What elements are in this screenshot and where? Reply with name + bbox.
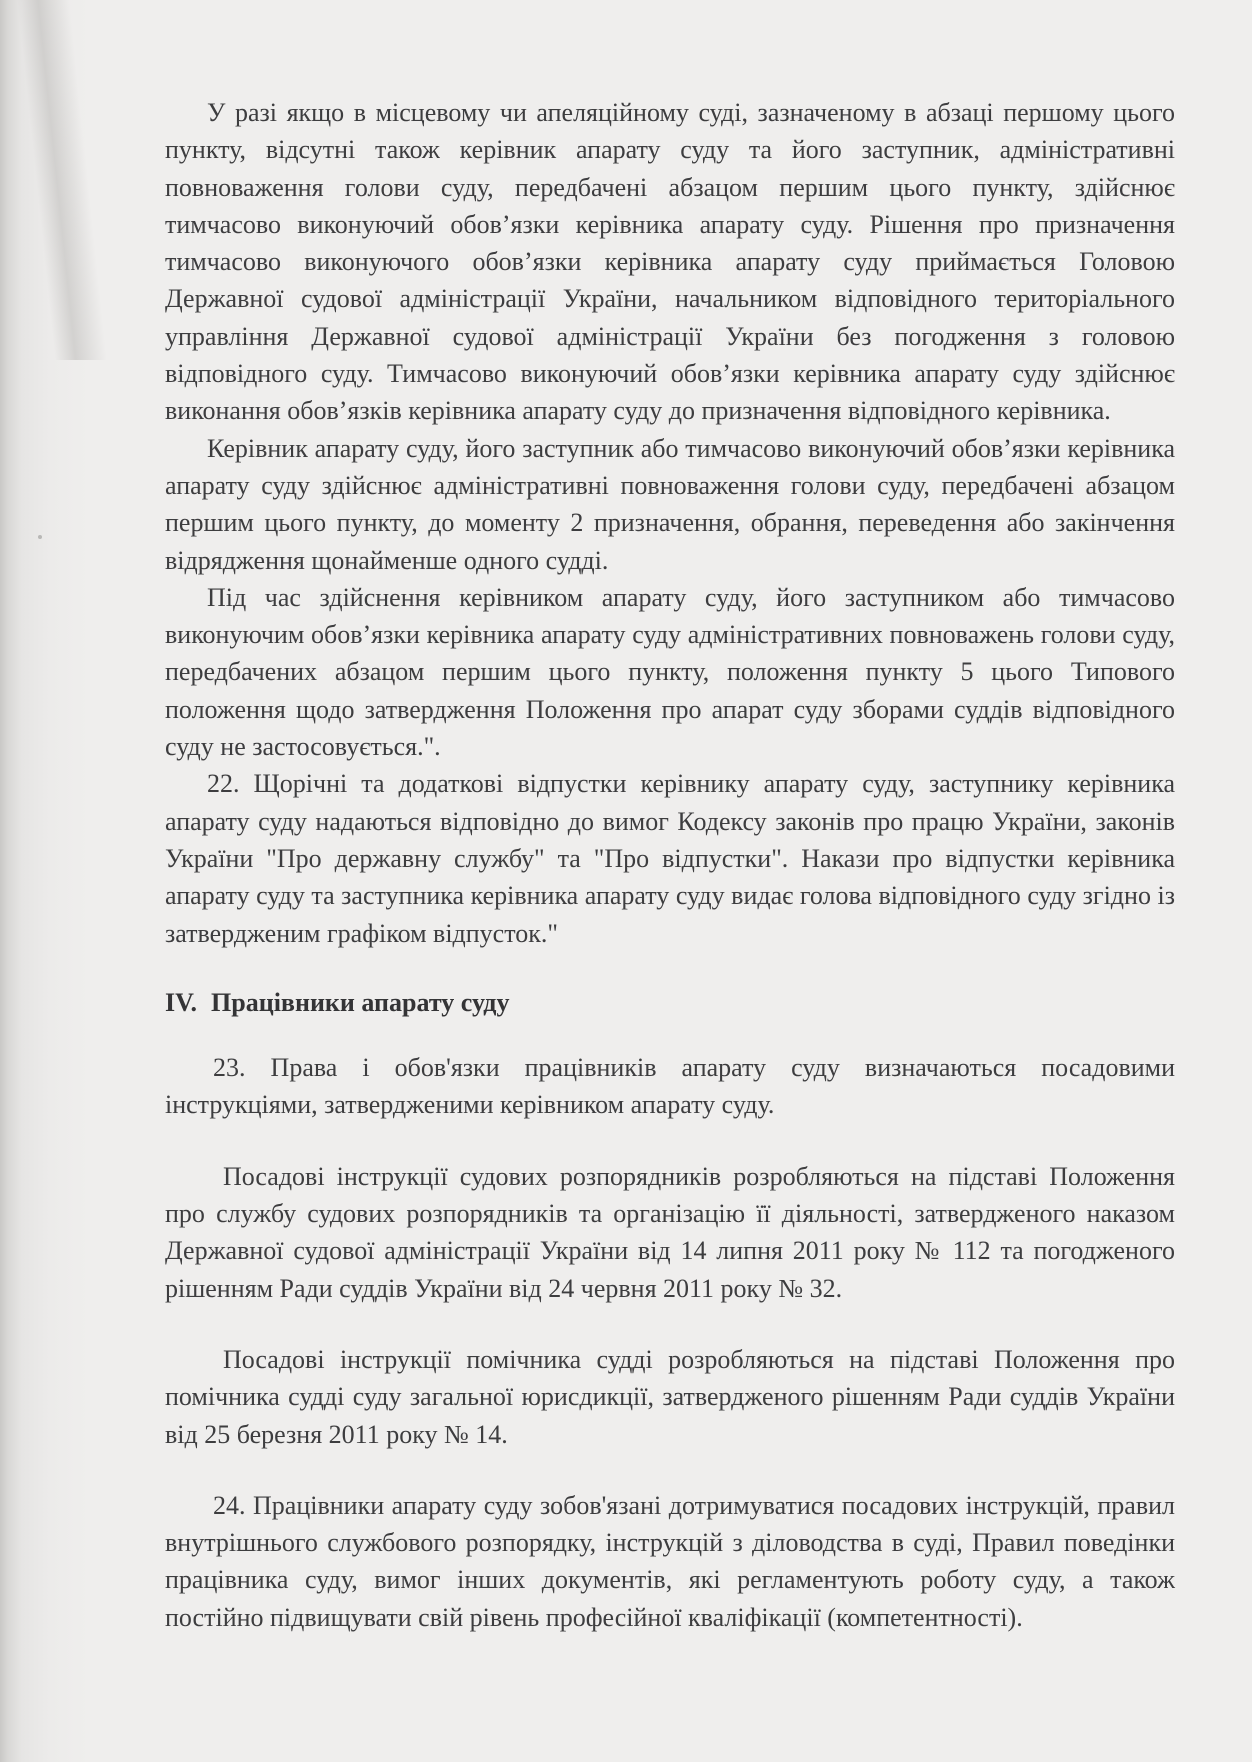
paragraph: Посадові інструкції судових розпорядників розробляються на підставі Положення про службу судових розпорядників та організацію її діяльності, затвердженого наказом Державної судової адміністрації України від 14 липня 2011 року № 112 та погодженого рішенням Ради суддів України від 24 червня 2011 року № 32. xyxy=(165,1161,1175,1303)
document-body xyxy=(165,94,1175,1636)
paragraph: 23. Права і обов'язки працівників апарату суду визначаються посадовими інструкціями, затвердженими керівником апарату суду. xyxy=(165,1053,1175,1120)
section-title: Працівники апарату суду xyxy=(211,987,510,1017)
paragraph-gap xyxy=(165,1453,1175,1487)
paragraph-gap xyxy=(165,1124,1175,1158)
paragraph-gap xyxy=(165,1307,1175,1341)
paragraph: У разі якщо в місцевому чи апеляційному суді, зазначеному в абзаці першому цього пункту, відсутні також керівник апарату суду та його заступник, адміністративні повноваження голови суду, передбачені абзацом першим цього пункту, здійснює тимчасово виконуючий обов’язки керівника апарату суду. Рішення про призначення тимчасово виконуючого обов’язки керівника апарату суду приймається Головою Державної судової адміністрації України, начальником відповідного територіального управління Державної судової адміністрації України без погодження з головою відповідного суду. Тимчасово виконуючий обов’язки керівника апарату суду здійснює виконання обов’язків керівника апарату суду до призначення відповідного керівника. xyxy=(165,98,1175,426)
section-number: IV. xyxy=(165,987,198,1017)
paragraph: 24. Працівники апарату суду зобов'язані дотримуватися посадових інструкцій, правил внутрішнього службового розпорядку, інструкцій з діловодства в суді, Правил поведінки працівника суду, вимог інших документів, які регламентують роботу суду, а також постійно підвищувати свій рівень професійної кваліфікації (компетентності). xyxy=(165,1490,1175,1632)
scan-speck xyxy=(38,535,42,539)
paragraph: Посадові інструкції помічника судді розробляються на підставі Положення про помічника судді суду загальної юрисдикції, затвердженого рішенням Ради суддів України від 25 березня 2011 року № 14. xyxy=(165,1344,1175,1449)
paragraph: 22. Щорічні та додаткові відпустки керівнику апарату суду, заступнику керівника апарату суду надаються відповідно до вимог Кодексу законів про працю України, законів України "Про державну службу" та "Про відпустки". Накази про відпустки керівника апарату суду та заступника керівника апарату суду видає голова відповідного суду згідно із затвердженим графіком відпусток." xyxy=(165,769,1175,948)
paragraph: Керівник апарату суду, його заступник або тимчасово виконуючий обов’язки керівника апарату суду здійснює адміністративні повноваження голови суду, передбачені абзацом першим цього пункту, до моменту 2 призначення, обрання, переведення або закінчення відрядження щонайменше одного судді. xyxy=(165,433,1175,575)
paragraph: Під час здійснення керівником апарату суду, його заступником або тимчасово виконуючим обов’язки керівника апарату суду адміністративних повноважень голови суду, передбачених абзацом першим цього пункту, положення пункту 5 цього Типового положення щодо затвердження Положення про апарат суду зборами суддів відповідного суду не застосовується.". xyxy=(165,582,1175,762)
section-heading xyxy=(165,984,1175,1021)
